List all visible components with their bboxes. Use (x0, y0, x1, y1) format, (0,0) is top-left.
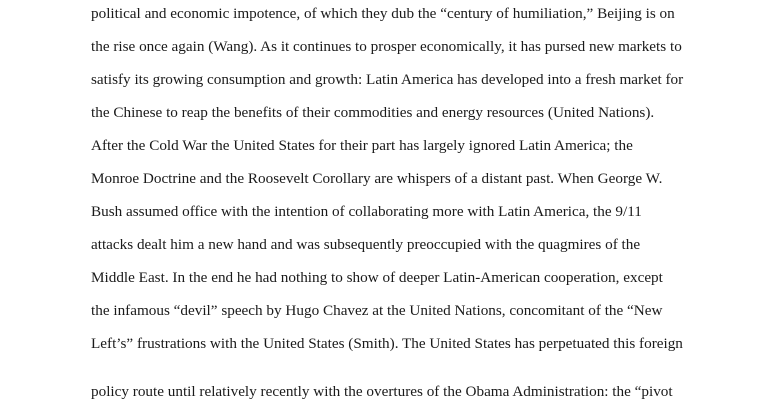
paragraph-line: the infamous “devil” speech by Hugo Chavez at the United Nations, concomitant of the “New (91, 302, 663, 319)
paragraph-line: Middle East. In the end he had nothing to show of deeper Latin-American cooperation, except (91, 269, 663, 286)
paragraph-line: political and economic impotence, of which they dub the “century of humiliation,” Beijing is on (91, 5, 675, 22)
paragraph-line: the Chinese to reap the benefits of their commodities and energy resources (United Nations). (91, 104, 655, 121)
paragraph-line: the rise once again (Wang). As it continues to prosper economically, it has pursed new markets to (91, 38, 682, 55)
paragraph-line: policy route until relatively recently with the overtures of the Obama Administration: the “pivot (91, 383, 673, 400)
paragraph-line: attacks dealt him a new hand and was subsequently preoccupied with the quagmires of the (91, 236, 641, 253)
paragraph-line: Monroe Doctrine and the Roosevelt Corollary are whispers of a distant past. When George W. (91, 170, 663, 187)
paragraph-line: satisfy its growing consumption and growth: Latin America has developed into a fresh market for (91, 71, 684, 88)
paragraph-line: Left’s” frustrations with the United States (Smith). The United States has perpetuated this foreign (91, 335, 683, 352)
paragraph-line: Bush assumed office with the intention of collaborating more with Latin America, the 9/11 (91, 203, 642, 220)
paragraph-line: After the Cold War the United States for their part has largely ignored Latin America; the (91, 137, 633, 154)
